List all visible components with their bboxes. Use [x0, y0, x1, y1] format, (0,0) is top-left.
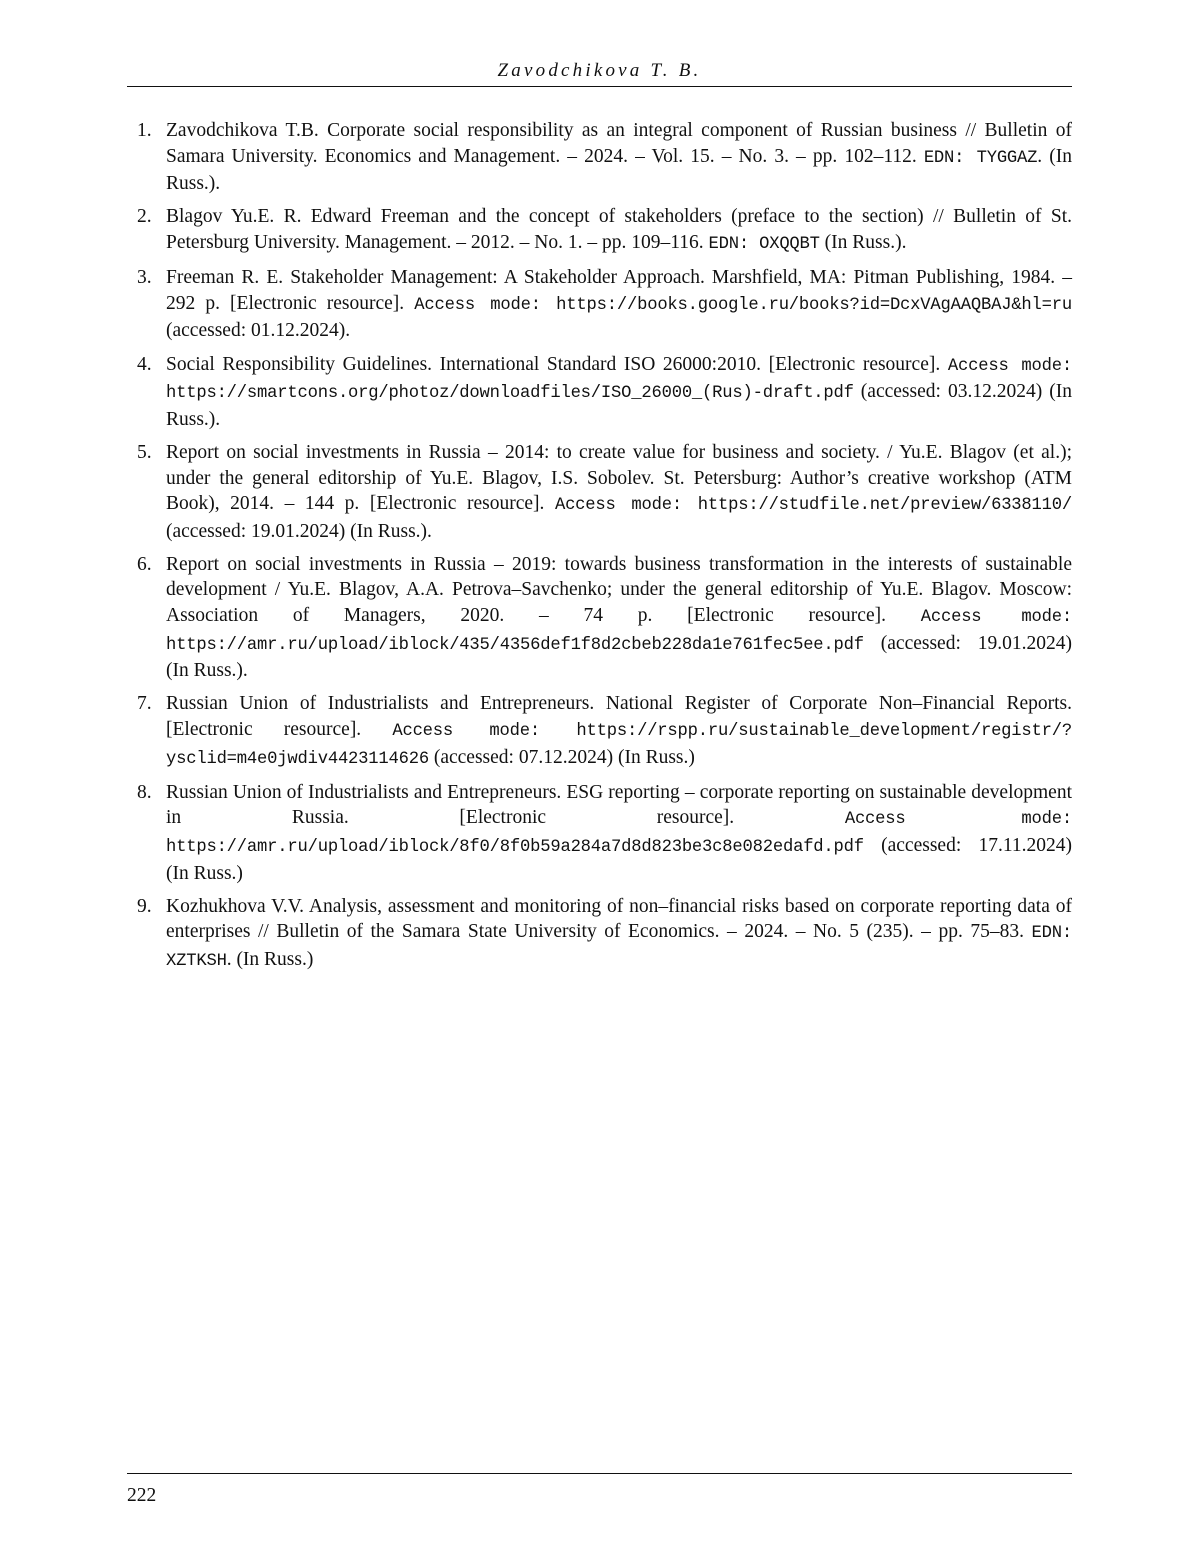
reference-number: 9. [137, 895, 152, 917]
reference-text: Russian Union of Industrialists and Entrepreneurs. National Register of Corporate Non–Financial Reports. [Electronic resource]. [166, 693, 1072, 741]
reference-text: (accessed: 17.11.2024) (In Russ.) [166, 835, 1072, 884]
page-number: 222 [127, 1485, 157, 1506]
reference-text: Russian Union of Industrialists and Entrepreneurs. ESG reporting – corporate reporting on sustainable development in Russia. [Electronic resource]. [166, 781, 1072, 829]
reference-number: 5. [137, 441, 152, 463]
reference-item [127, 552, 1072, 684]
reference-text: (accessed: 01.12.2024). [166, 320, 351, 342]
reference-number: 1. [137, 120, 152, 141]
reference-url-text: EDN: OXQQBT [708, 234, 820, 254]
reference-text: (In Russ.). [819, 231, 907, 253]
reference-text: (accessed: 07.12.2024) (In Russ.) [428, 746, 695, 768]
reference-url-text: Access mode: https://studfile.net/preview/6338110/ [554, 496, 1072, 516]
reference-list [127, 118, 1072, 982]
reference-text: Freeman R. E. Stakeholder Management: A Stakeholder Approach. Marshfield, MA: Pitman Publishing, 1984. – 292 p. [Electronic resource]. [166, 267, 1072, 314]
reference-url-text: Access mode: https://amr.ru/upload/iblock/435/4356def1f8d2cbeb228da1e761fec5ee.pdf [166, 608, 1072, 655]
reference-item [127, 894, 1072, 975]
reference-number: 3. [137, 267, 152, 289]
reference-number: 4. [137, 353, 152, 375]
reference-url-text: EDN: XZTKSH [166, 924, 1072, 971]
reference-number: 2. [137, 206, 152, 228]
reference-text: (accessed: 03.12.2024) (In Russ.). [166, 381, 1072, 430]
reference-text: (accessed: 19.01.2024) (In Russ.). [166, 632, 1072, 682]
reference-text: Report on social investments in Russia – 2014: to create value for business and society. / Yu.E. Blagov (et al.); under the general editorship of Yu.E. Blagov, I.S. Sobolev. St. Petersburg: Author’s creative workshop (ATM Book), 2014. – 144 p. [Electronic resource]. [166, 441, 1072, 515]
running-head: Zavodchikova T. B. [497, 60, 702, 81]
reference-text: . (In Russ.) [226, 948, 314, 970]
reference-item [127, 204, 1072, 257]
reference-number: 8. [137, 781, 152, 803]
reference-item [127, 352, 1072, 433]
reference-number: 7. [137, 693, 152, 715]
reference-text: Zavodchikova T.B. Corporate social responsibility as an integral component of Russian business // Bulletin of Samara University. Economics and Management. – 2024. – Vol. 15. – No. 3. – pp. 102–112. [166, 120, 1072, 167]
footer-rule [127, 1473, 1072, 1474]
header-rule [127, 86, 1072, 87]
reference-text: Blagov Yu.E. R. Edward Freeman and the concept of stakeholders (preface to the section) // Bulletin of St. Petersburg University. Management. – 2012. – No. 1. – pp. 109–116. [166, 206, 1072, 253]
reference-text: . (In Russ.). [166, 145, 1072, 195]
reference-url-text: Access mode: https://books.google.ru/books?id=DcxVAgAAQBAJ&hl=ru [414, 295, 1073, 315]
reference-item [127, 118, 1072, 197]
reference-url-text: Access mode: https://amr.ru/upload/iblock/8f0/8f0b59a284a7d8d823be3c8e082edafd.pdf [166, 810, 1073, 857]
reference-url-text: Access mode: https://smartcons.org/photoz/downloadfiles/ISO_26000_(Rus)-draft.pdf [166, 356, 1072, 404]
reference-item [127, 440, 1072, 544]
reference-item [127, 780, 1072, 886]
reference-url-text: Access mode: https://rspp.ru/sustainable_development/registr/?ysclid=m4e0jwdiv4423114626 [166, 722, 1072, 769]
reference-url-text: EDN: TYGGAZ [923, 148, 1038, 168]
reference-text: Report on social investments in Russia – 2019: towards business transformation in the interests of sustainable development / Yu.E. Blagov, A.A. Petrova–Savchenko; under the general editorship of Yu.E. Blagov. Moscow: Association of Managers, 2020. – 74 p. [Electronic resource]. [166, 553, 1072, 627]
reference-text: Social Responsibility Guidelines. International Standard ISO 26000:2010. [Electronic resource]. [166, 353, 948, 375]
reference-item [127, 265, 1072, 344]
reference-text: Kozhukhova V.V. Analysis, assessment and monitoring of non–financial risks based on corporate reporting data of enterprises // Bulletin of the Samara State University of Economics. – 2024. – No. 5 (235). – pp. 75–83. [166, 895, 1072, 943]
reference-text: (accessed: 19.01.2024) (In Russ.). [166, 520, 432, 542]
reference-item [127, 691, 1072, 772]
reference-number: 6. [137, 553, 152, 575]
